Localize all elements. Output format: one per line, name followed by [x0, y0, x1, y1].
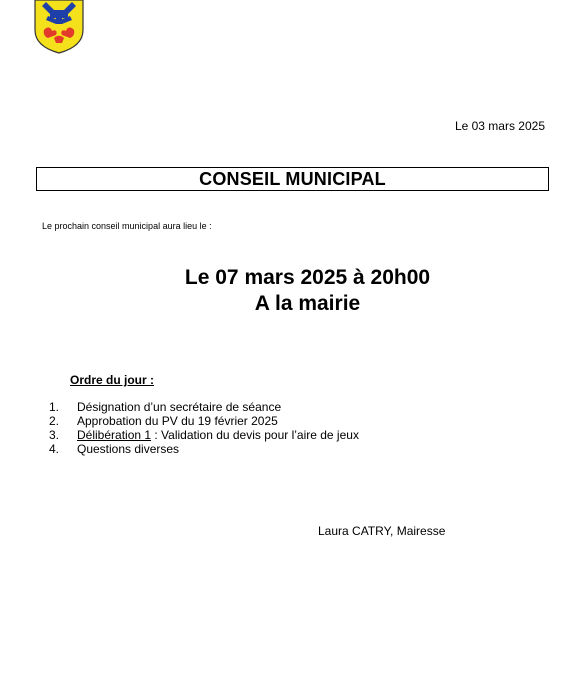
agenda-list [49, 400, 359, 456]
signature: Laura CATRY, Mairesse [318, 524, 446, 538]
meeting-datetime: Le 07 mars 2025 à 20h00 [184, 266, 431, 289]
agenda-item-number: 2. [49, 414, 60, 428]
agenda-item-text: Approbation du PV du 19 février 2025 [77, 414, 278, 428]
document-date: Le 03 mars 2025 [454, 119, 545, 133]
agenda-item-text: Questions diverses [77, 442, 180, 456]
meeting-location: A la mairie [254, 292, 361, 315]
agenda-item-number: 1. [49, 400, 60, 414]
agenda-title: Ordre du jour : [70, 373, 154, 387]
agenda-item-text: Désignation d’un secrétaire de séance [77, 400, 282, 414]
coat-of-arms-logo [34, 0, 84, 54]
agenda-item-number: 3. [49, 428, 60, 442]
agenda-item [49, 442, 359, 456]
document-title: CONSEIL MUNICIPAL [199, 168, 386, 189]
agenda-item-text: : Validation du devis pour l’aire de jeux [151, 428, 359, 442]
agenda-item [49, 400, 359, 414]
intro-text: Le prochain conseil municipal aura lieu le : [42, 221, 212, 231]
agenda-item [49, 428, 359, 442]
agenda-item [49, 414, 359, 428]
agenda-item-number: 4. [49, 442, 60, 456]
title-box [36, 167, 549, 191]
agenda-item-prefix: Délibération 1 [77, 428, 152, 442]
